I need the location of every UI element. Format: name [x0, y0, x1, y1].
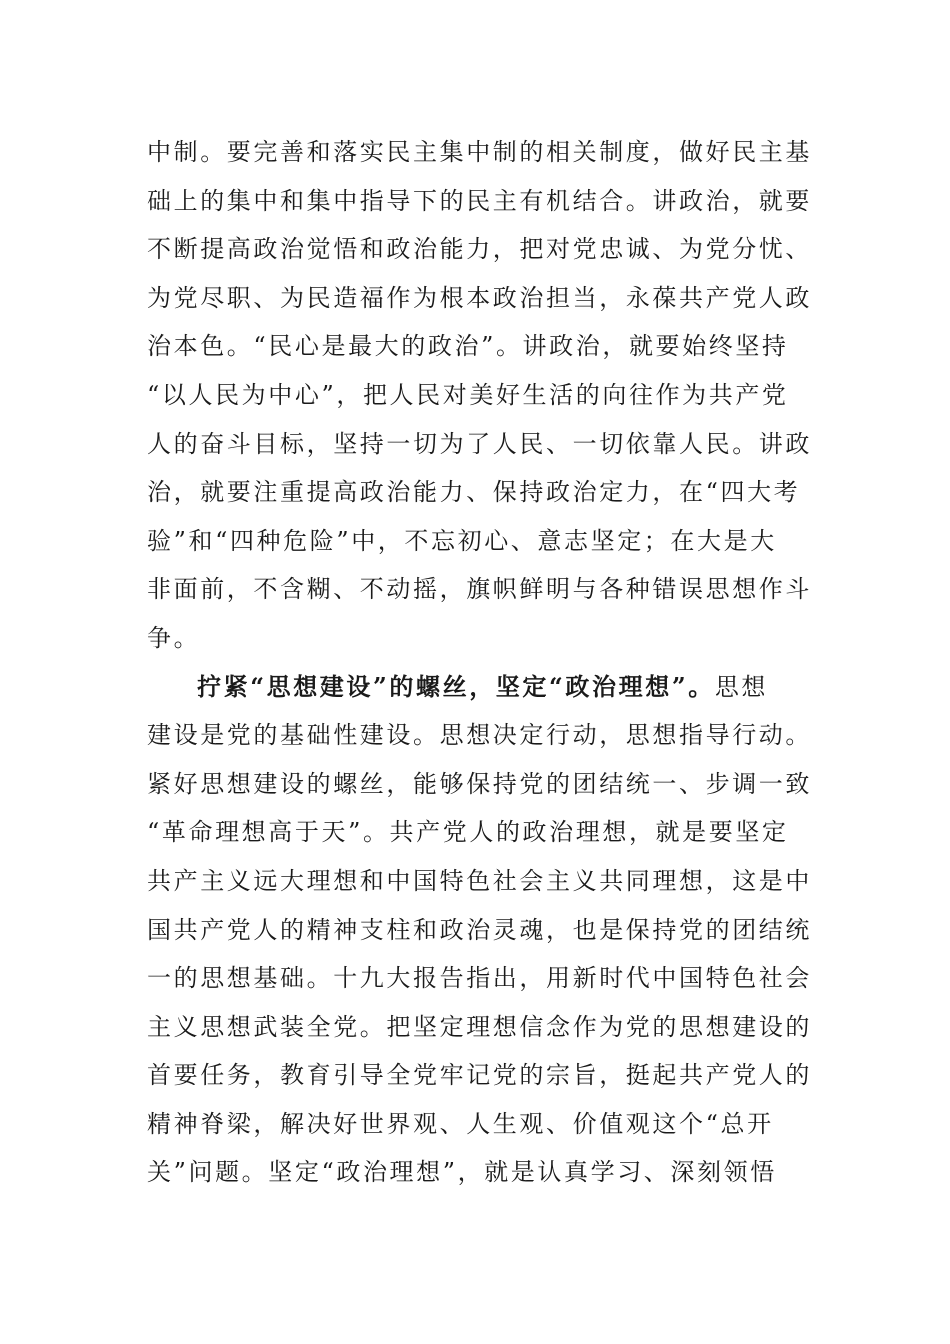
text-line: 建设是党的基础性建设。思想决定行动，思想指导行动。: [147, 721, 812, 750]
text-line: 不断提高政治觉悟和政治能力，把对党忠诚、为党分忧、: [147, 235, 812, 264]
text-line: 精神脊梁，解决好世界观、人生观、价值观这个“总开: [147, 1109, 774, 1138]
text-line: 治本色。“民心是最大的政治”。讲政治，就要始终坚持: [147, 332, 789, 361]
text-line: 首要任务，教育引导全党牢记党的宗旨，挺起共产党人的: [147, 1061, 812, 1090]
text-line: 中制。要完善和落实民主集中制的相关制度，做好民主基: [147, 138, 812, 166]
text-line: 非面前，不含糊、不动摇，旗帜鲜明与各种错误思想作斗: [147, 575, 812, 604]
text-line: 人的奋斗目标，坚持一切为了人民、一切依靠人民。讲政: [147, 429, 812, 458]
text-line: 治，就要注重提高政治能力、保持政治定力，在“四大考: [147, 478, 801, 507]
text-line: 争。: [147, 623, 201, 652]
paragraph-2-first-line: [147, 663, 807, 712]
text-line: 关”问题。坚定“政治理想”，就是认真学习、深刻领悟: [147, 1158, 777, 1187]
text-line: 一的思想基础。十九大报告指出，用新时代中国特色社会: [147, 964, 812, 993]
text-fragment: 思想: [714, 672, 769, 701]
text-line: 共产主义远大理想和中国特色社会主义共同理想，这是中: [147, 866, 812, 895]
text-line: “革命理想高于天”。共产党人的政治理想，就是要坚定: [147, 818, 789, 847]
text-line: 紧好思想建设的螺丝，能够保持党的团结统一、步调一致: [147, 769, 812, 798]
paragraph-heading: 拧紧“思想建设”的螺丝，坚定“政治理想”。: [197, 671, 715, 701]
text-line: 础上的集中和集中指导下的民主有机结合。讲政治，就要: [147, 186, 812, 215]
document-body: [147, 128, 812, 1197]
text-line: “以人民为中心”，把人民对美好生活的向往作为共产党: [147, 380, 789, 409]
text-line: 国共产党人的精神支柱和政治灵魂，也是保持党的团结统: [147, 915, 812, 944]
text-line: 验”和“四种危险”中，不忘初心、意志坚定；在大是大: [147, 526, 777, 555]
text-line: 为党尽职、为民造福作为根本政治担当，永葆共产党人政: [147, 283, 812, 312]
text-line: 主义思想武装全党。把坚定理想信念作为党的思想建设的: [147, 1012, 812, 1041]
